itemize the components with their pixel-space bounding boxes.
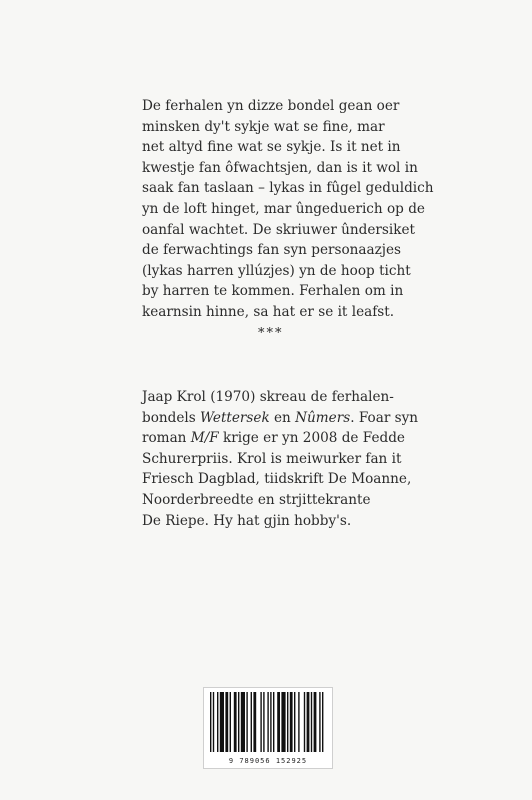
bio-line: Jaap Krol (1970) skreau de ferhalen- — [142, 389, 394, 405]
barcode-bar — [263, 692, 264, 752]
bio-text: bondels — [142, 409, 201, 426]
barcode-bar — [220, 692, 224, 752]
blurb-line: oanfal wachtet. De skriuwer ûndersiket — [142, 221, 415, 238]
barcode-bar — [241, 692, 245, 752]
barcode-bar — [230, 692, 231, 752]
barcode-bar — [307, 692, 310, 752]
barcode-bar — [294, 692, 295, 752]
book-title-numers: Nûmers — [295, 409, 351, 426]
barcode-bar — [277, 692, 280, 752]
isbn-number: 9 789056 152925 — [228, 757, 308, 765]
barcode-bar — [253, 692, 256, 752]
bio-text: krige er yn 2008 de Fedde — [218, 430, 405, 447]
barcode-bar — [246, 692, 247, 752]
barcode-bar — [225, 692, 228, 752]
section-separator: *** — [258, 326, 284, 341]
author-bio — [142, 387, 472, 531]
barcode-bar — [311, 692, 312, 752]
blurb-line: (lykas harren yllúzjes) yn de hoop ticht — [142, 262, 411, 279]
bio-text: roman — [142, 430, 191, 447]
bio-text: . Foar syn — [350, 409, 419, 426]
barcode-bar — [217, 692, 218, 752]
book-title-wettersek: Wettersek — [200, 409, 270, 426]
isbn-barcode — [203, 687, 333, 769]
barcode-bar — [260, 692, 261, 752]
bio-line: Schurerpriis. Krol is meiwurker fan it — [142, 450, 402, 467]
barcode-bar — [298, 692, 299, 752]
barcode-bars-graphic — [204, 688, 332, 758]
blurb-line: De ferhalen yn dizze bondel gean oer — [142, 98, 400, 114]
barcode-bar — [314, 692, 317, 752]
barcode-bar — [210, 692, 211, 752]
book-title-mf: M/F — [190, 430, 219, 447]
barcode-bar — [290, 692, 293, 752]
barcode-bar — [273, 692, 274, 752]
barcode-bar — [267, 692, 268, 752]
bio-line: Noorderbreedte en strjittekrante — [142, 491, 371, 508]
barcode-bar — [322, 692, 323, 752]
bio-line — [142, 408, 472, 429]
barcode-bar — [287, 692, 288, 752]
blurb-line: net altyd fine wat se sykje. Is it net in — [142, 139, 401, 156]
blurb-line: de ferwachtings fan syn personaazjes — [142, 242, 402, 259]
barcode-bar — [251, 692, 252, 752]
barcode-bar — [304, 692, 305, 752]
barcode-bar — [281, 692, 285, 752]
blurb-line: by harren te kommen. Ferhalen om in — [142, 283, 404, 300]
barcode-bar — [319, 692, 320, 752]
barcode-bar — [234, 692, 237, 752]
bio-line — [142, 428, 472, 449]
bio-line: Friesch Dagblad, tiidskrift De Moanne, — [142, 471, 412, 488]
blurb-text — [142, 96, 472, 323]
blurb-line: kwestje fan ôfwachtsjen, dan is it wol in — [142, 159, 418, 176]
barcode-bar — [270, 692, 271, 752]
barcode-bar — [213, 692, 214, 752]
blurb-line: saak fan taslaan – lykas in fûgel geduldich — [142, 180, 434, 197]
blurb-line: kearnsin hinne, sa hat er se it leafst. — [142, 303, 395, 320]
barcode-bar — [238, 692, 239, 752]
bio-text: en — [269, 409, 296, 426]
blurb-line: yn de loft hinget, mar ûngeduerich op de — [142, 200, 425, 217]
blurb-line: minsken dy't sykje wat se fine, mar — [142, 118, 385, 135]
bio-line: De Riepe. Hy hat gjin hobby's. — [142, 512, 352, 529]
